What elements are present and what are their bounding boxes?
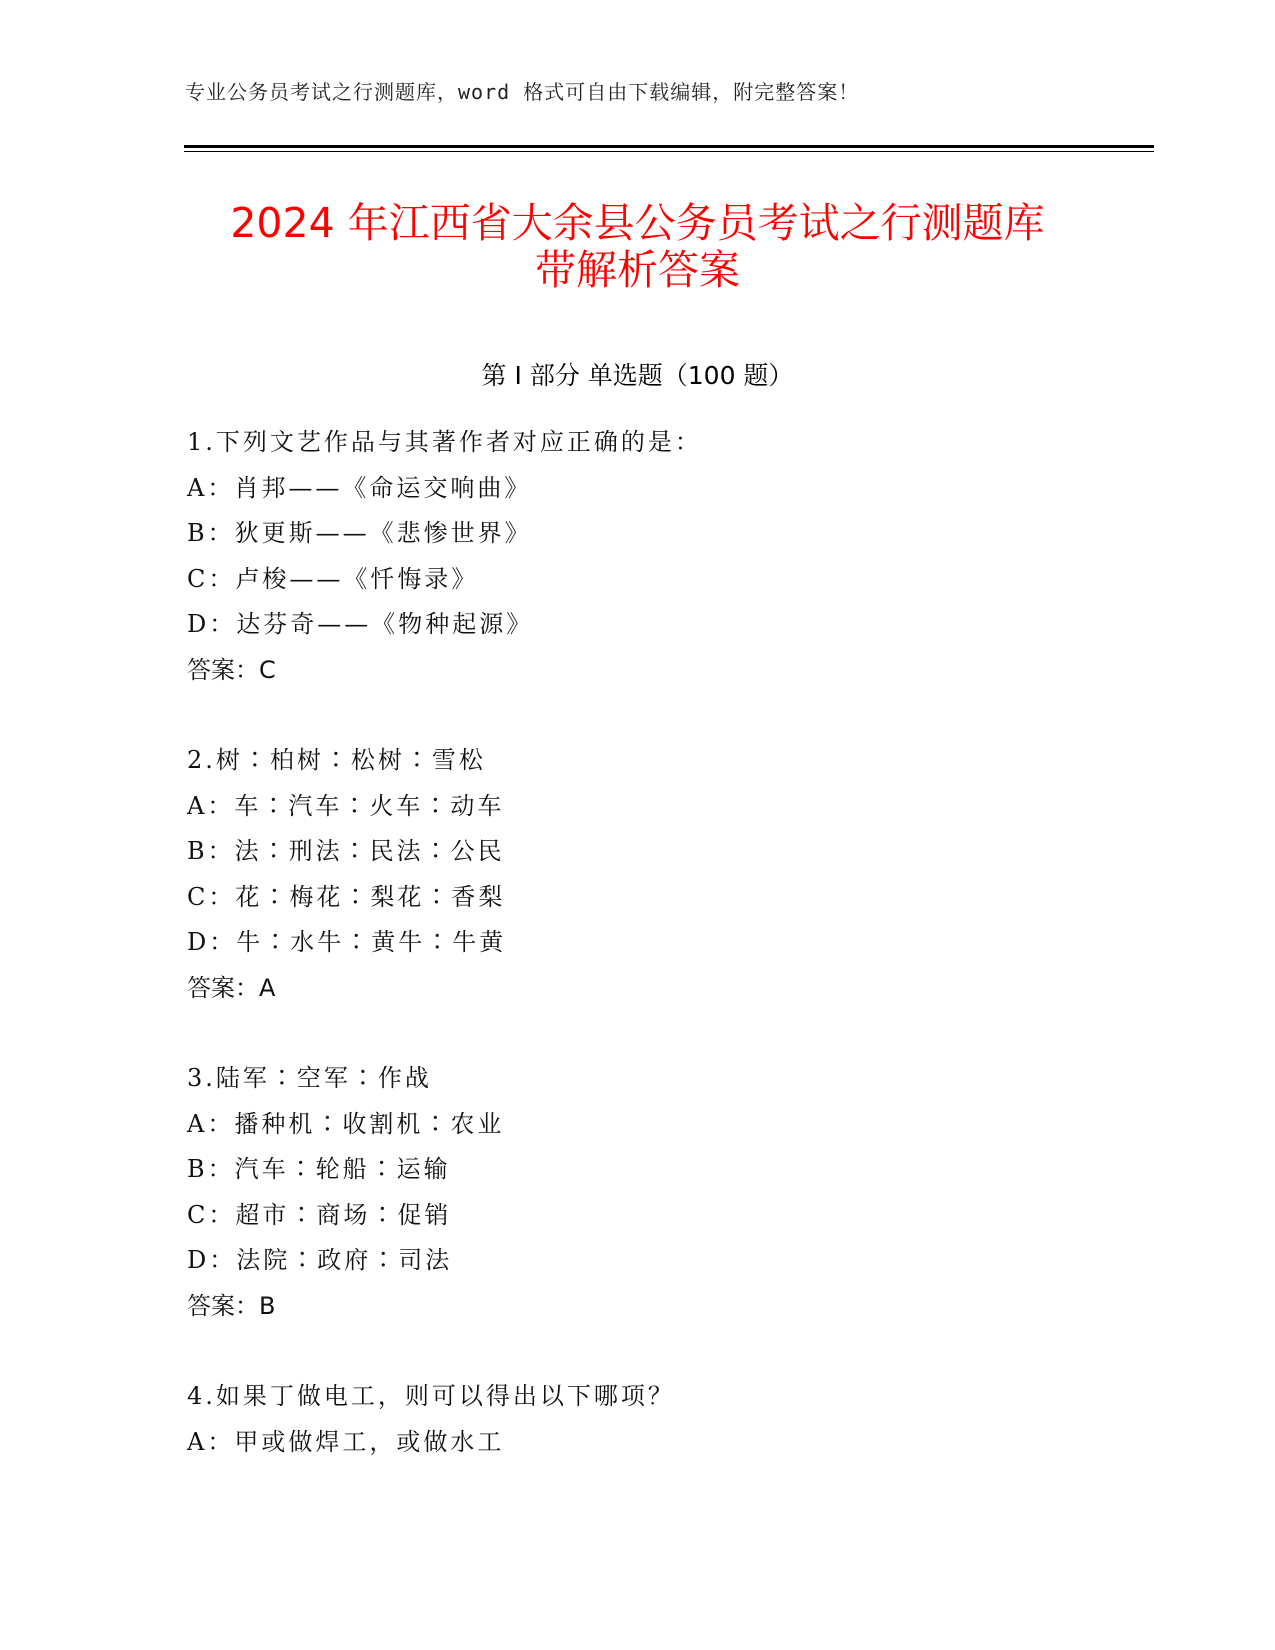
option-c: C：超市∶商场∶促销 xyxy=(187,1200,452,1229)
section-title: 第 I 部分 单选题（100 题） xyxy=(481,361,794,390)
header-note: 专业公务员考试之行测题库，word 格式可自由下载编辑，附完整答案！ xyxy=(185,80,860,104)
question-4 xyxy=(187,1374,1127,1465)
option-b: B：狄更斯——《悲惨世界》 xyxy=(187,519,532,548)
answer: 答案：A xyxy=(187,973,276,1002)
title-line-1: 2024 年江西省大余县公务员考试之行测题库 xyxy=(230,199,1045,247)
option-d: D：牛∶水牛∶黄牛∶牛黄 xyxy=(187,928,507,957)
option-a: A：肖邦——《命运交响曲》 xyxy=(187,473,532,502)
document-title xyxy=(0,200,1275,294)
question-stem: 4.如果丁做电工，则可以得出以下哪项？ xyxy=(187,1382,675,1410)
question-stem: 1.下列文艺作品与其著作者对应正确的是： xyxy=(187,428,702,456)
header-rule-thick xyxy=(184,145,1154,148)
option-a: A：甲或做焊工，或做水工 xyxy=(187,1427,505,1456)
option-b: B：法∶刑法∶民法∶公民 xyxy=(187,837,505,866)
answer: 答案：B xyxy=(187,1291,276,1320)
question-stem: 3.陆军∶空军∶作战 xyxy=(187,1064,432,1092)
option-a: A：播种机∶收割机∶农业 xyxy=(187,1109,505,1138)
option-a: A：车∶汽车∶火车∶动车 xyxy=(187,791,505,820)
question-3 xyxy=(187,1056,1127,1330)
option-b: B：汽车∶轮船∶运输 xyxy=(187,1155,451,1184)
question-stem: 2.树∶柏树∶松树∶雪松 xyxy=(187,746,486,774)
option-d: D：达芬奇——《物种起源》 xyxy=(187,610,534,639)
question-2 xyxy=(187,738,1127,1012)
option-d: D：法院∶政府∶司法 xyxy=(187,1246,453,1275)
title-line-2: 带解析答案 xyxy=(535,246,740,294)
question-1 xyxy=(187,420,1127,694)
answer: 答案：C xyxy=(187,655,276,684)
header-rule-thin xyxy=(184,151,1154,152)
option-c: C：卢梭——《忏悔录》 xyxy=(187,564,479,593)
option-c: C：花∶梅花∶梨花∶香梨 xyxy=(187,882,506,911)
